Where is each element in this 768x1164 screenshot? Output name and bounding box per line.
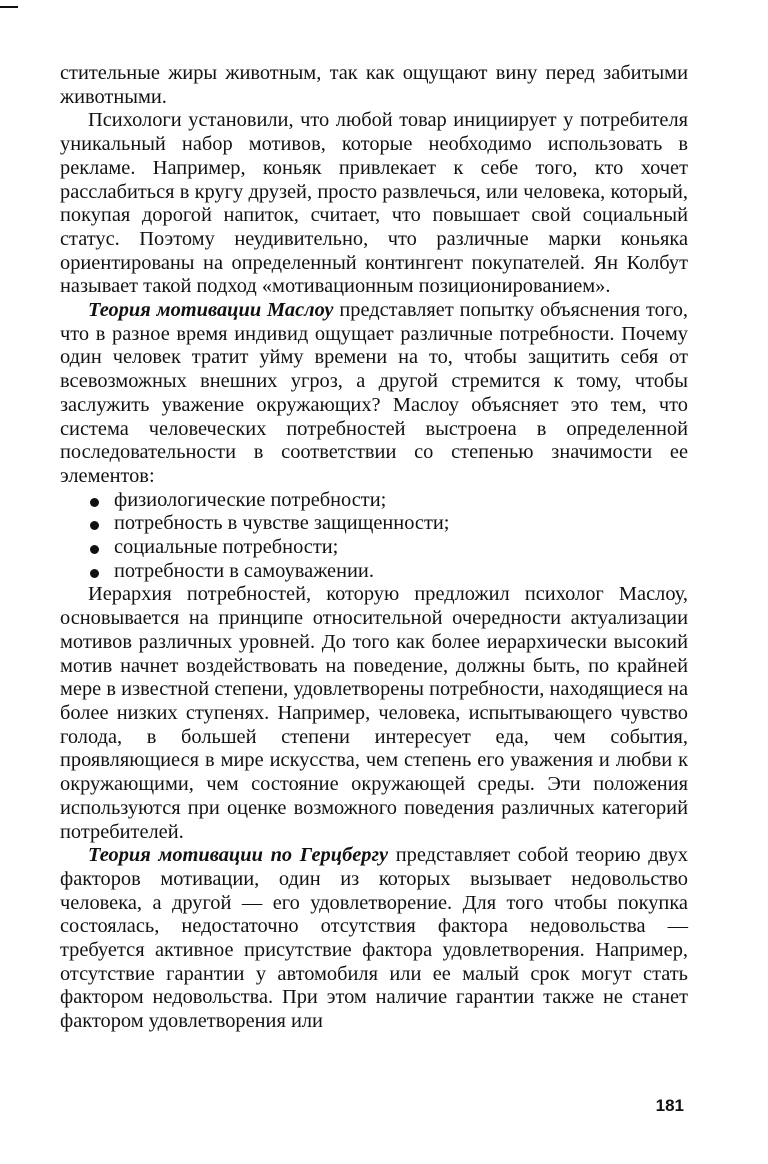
list-item: социальные потребности; (88, 536, 688, 560)
paragraph-motives: Психологи установили, что любой товар инициирует у потребителя уникальный набор мотивов, которые необходимо использовать в рекламе. Например, коньяк привлекает к себе того, кто хочет расслабиться в кругу друзей, просто развлечься, или человека, который, покупая дорогой напиток, считает, что повышает свой социальный статус. Поэтому неудивительно, что различные марки коньяка ориентированы на определенный контингент покупателей. Ян Колбут называет такой подход «мотивационным позиционированием». (60, 109, 688, 298)
herzberg-term: Теория мотивации по Герцбергу (88, 844, 389, 867)
page-number: 181 (655, 1096, 684, 1115)
list-item: потребности в самоуважении. (88, 560, 688, 584)
paragraph-continued: стительные жиры животным, так как ощущают вину перед забитыми животными. (60, 62, 688, 108)
list-item: физиологические потребности; (88, 489, 688, 513)
needs-list (60, 489, 688, 584)
paragraph-maslow (60, 299, 688, 489)
page-body (60, 62, 688, 1034)
corner-mark (0, 6, 18, 8)
maslow-term: Теория мотивации Маслоу (88, 299, 334, 322)
list-item: потребность в чувстве защищенности; (88, 512, 688, 536)
herzberg-text: представляет собой теорию двух факторов мотивации, один из которых вызывает недовольство человека, а другой — его удовлетворение. Для того чтобы покупка состоялась, недостаточно отсутствия фактора недовольства — требуется активное присутствие фактора удовлетворения. Например, отсутствие гарантии у автомобиля или ее малый срок могут стать фактором недовольства. При этом наличие гарантии также не станет фактором удовлетворения или (60, 844, 688, 1033)
paragraph-herzberg (60, 844, 688, 1034)
maslow-text: представляет попытку объяснения того, что в разное время индивид ощущает различные потребности. Почему один человек тратит уйму времени на то, чтобы защитить себя от всевозможных внешних угроз, а другой стремится к тому, чтобы заслужить уважение окружающих? Маслоу объясняет это тем, что система человеческих потребностей выстроена в определенной последовательности в соответствии со степенью значимости ее элементов: (60, 299, 689, 487)
paragraph-hierarchy: Иерархия потребностей, которую предложил психолог Маслоу, основывается на принципе относительной очередности актуализации мотивов различных уровней. До того как более иерархически высокий мотив начнет воздействовать на поведение, должны быть, по крайней мере в известной степени, удовлетворены потребности, находящиеся на более низких ступенях. Например, человека, испытывающего чувство голода, в большей степени интересует еда, чем события, проявляющиеся в мире искусства, чем степень его уважения и любви к окружающими, чем состояние окружающей среды. Эти положения используются при оценке возможного поведения различных категорий потребителей. (60, 583, 688, 843)
